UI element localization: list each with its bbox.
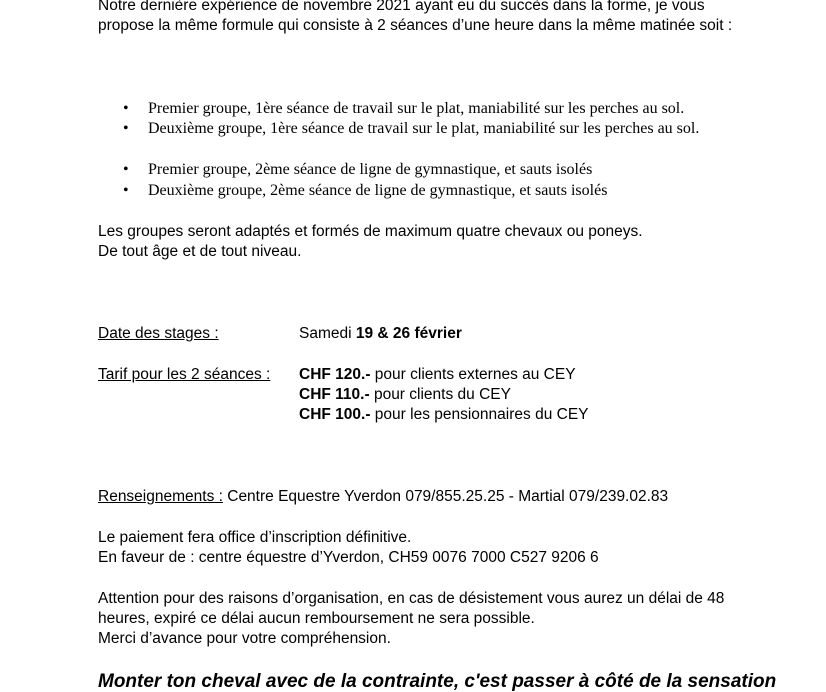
dates-prefix: Samedi: [299, 325, 356, 342]
list-item-text: Deuxième groupe, 1ère séance de travail sur le plat, maniabilité sur les perches au sol.: [148, 120, 700, 137]
paiement-line-1: Le paiement fera office d’inscription définitive.: [98, 529, 412, 546]
slogan: Monter ton cheval avec de la contrainte, c'est passer à côté de la sensation: [98, 671, 777, 692]
tarif-row: [299, 405, 589, 425]
tarif-desc: pour clients externes au CEY: [370, 366, 576, 383]
attention-line-1: Attention pour des raisons d’organisation, en cas de désistement vous aurez un délai de 48: [98, 590, 725, 607]
renseignements-row: [98, 487, 668, 507]
dates-value-wrap: [299, 324, 462, 344]
tarif-price: CHF 100.-: [299, 406, 371, 423]
list-item-text: Premier groupe, 2ème séance de ligne de gymnastique, et sauts isolés: [148, 161, 593, 178]
dates-value: 19 & 26 février: [355, 325, 462, 342]
groups-line-2: De tout âge et de tout niveau.: [98, 243, 302, 260]
tarif-price: CHF 110.-: [299, 386, 370, 403]
tarif-desc: pour les pensionnaires du CEY: [370, 406, 589, 423]
renseignements-label: Renseignements :: [98, 488, 223, 505]
tarif-desc: pour clients du CEY: [369, 386, 511, 403]
attention-line-2: heures, expiré ce délai aucun remboursement ne sera possible.: [98, 610, 535, 627]
list-item-text: Deuxième groupe, 2ème séance de ligne de gymnastique, et sauts isolés: [148, 182, 608, 199]
tarif-price: CHF 120.-: [299, 366, 371, 383]
attention-line-3: Merci d’avance pour votre compréhension.: [98, 630, 391, 647]
tarif-row: [299, 365, 576, 385]
bullet-icon: •: [123, 161, 129, 178]
paiement-line-2: En faveur de : centre équestre d’Yverdon, CH59 0076 7000 C527 9206 6: [98, 549, 599, 566]
bullet-icon: •: [123, 120, 129, 137]
bullet-icon: •: [123, 182, 129, 199]
groups-line-1: Les groupes seront adaptés et formés de maximum quatre chevaux ou poneys.: [98, 223, 643, 240]
list-item-text: Premier groupe, 1ère séance de travail sur le plat, maniabilité sur les perches au sol.: [148, 100, 685, 117]
tarif-row: [299, 385, 511, 405]
bullet-icon: •: [123, 100, 129, 117]
renseignements-value: Centre Equestre Yverdon 079/855.25.25 - Martial 079/239.02.83: [222, 488, 669, 505]
intro-line-2: propose la même formule qui consiste à 2 séances d’une heure dans la même matinée soit :: [98, 17, 733, 34]
dates-label: Date des stages :: [98, 325, 219, 342]
tarif-label: Tarif pour les 2 séances :: [98, 366, 271, 383]
intro-line-1: Notre dernière expérience de novembre 2021 ayant eu du succès dans la forme, je vous: [98, 0, 705, 14]
